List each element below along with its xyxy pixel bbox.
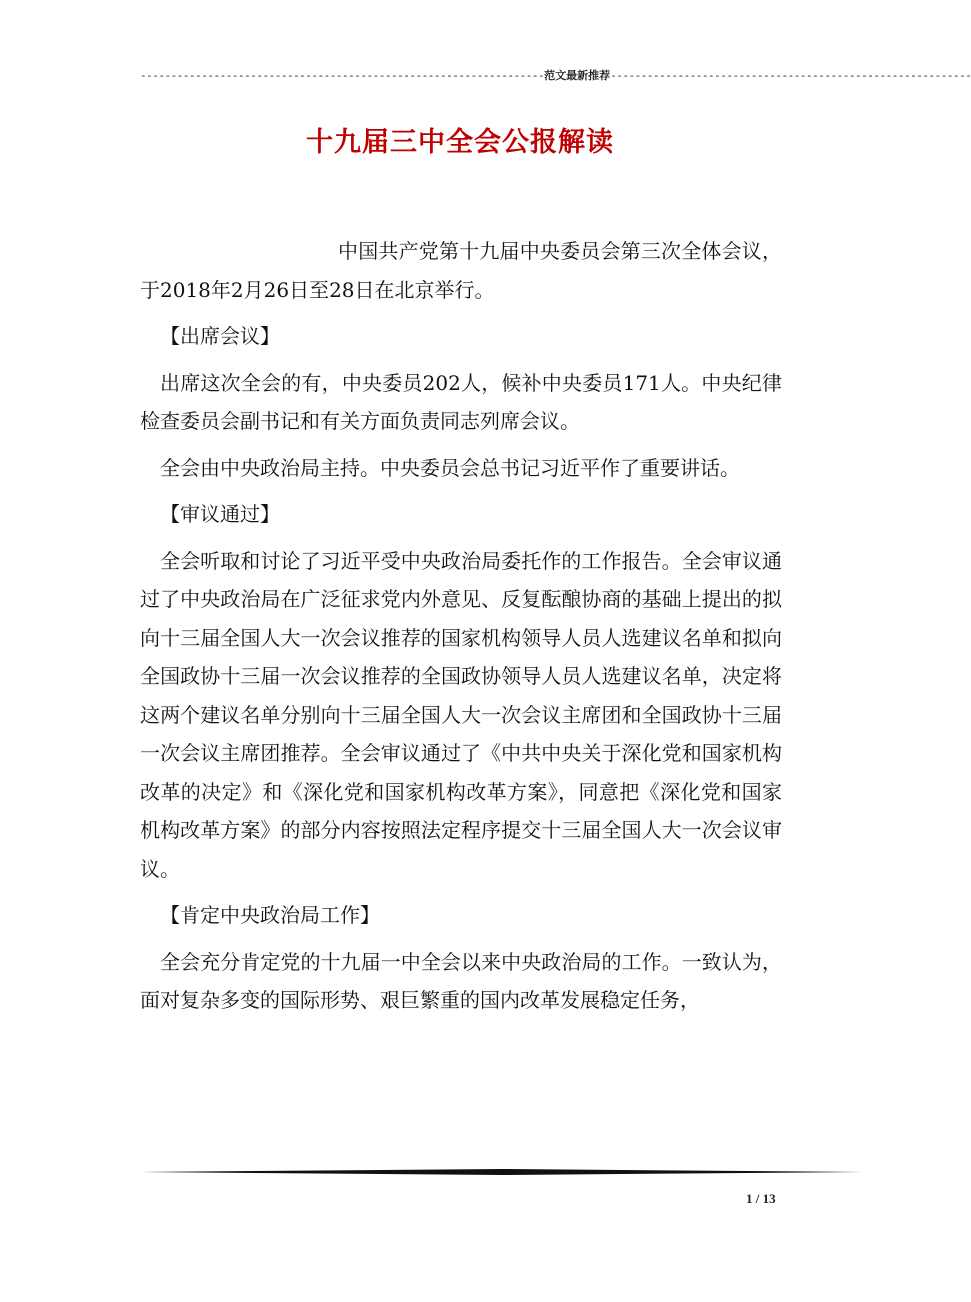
paragraph-approval: 全会听取和讨论了习近平受中央政治局委托作的工作报告。全会审议通过了中央政治局在广泛征求党内外意见、反复酝酿协商的基础上提出的拟向十三届全国人大一次会议推荐的国家机构领导人员人选建议名单和拟向全国政协十三届一次会议推荐的全国政协领导人员人选建议名单，决定将这两个建议名单分别向十三届全国人大一次会议主席团和全国政协十三届一次会议主席团推荐。全会审议通过了《中共中央关于深化党和国家机构改革的决定》和《深化党和国家机构改革方案》，同意把《深化党和国家机构改革方案》的部分内容按照法定程序提交十三届全国人大一次会议审议。: [140, 548, 782, 881]
section-heading-attendance: 【出席会议】: [160, 324, 280, 348]
header-right-dashes: -----------------------------------------------------------: [610, 69, 971, 82]
intro-paragraph: 中国共产党第十九届中央委员会第三次全体会议，于2018年2月26日至28日在北京举行。: [140, 239, 782, 302]
paragraph-attendance: 出席这次全会的有，中央委员202人，候补中央委员171人。中央纪律检查委员会副书记和有关方面负责同志列席会议。: [140, 370, 782, 433]
paragraph-affirmation: 全会充分肯定党的十九届一中全会以来中央政治局的工作。一致认为，面对复杂多变的国际形势、艰巨繁重的国内改革发展稳定任务，: [140, 949, 782, 1012]
paragraph-chair: 全会由中央政治局主持。中央委员会总书记习近平作了重要讲话。: [160, 455, 740, 480]
footer-rule: [140, 1169, 864, 1175]
header-banner: [140, 68, 971, 84]
header-left-dashes: ------------------------------------------------------------------: [140, 69, 545, 82]
document-title: 十九届三中全会公报解读: [306, 127, 614, 158]
section-heading-affirmation: 【肯定中央政治局工作】: [160, 903, 380, 927]
page-number: 1 / 13: [746, 1191, 776, 1206]
document-body: [140, 232, 782, 1020]
section-heading-approval: 【审议通过】: [160, 502, 280, 526]
header-label: 范文最新推荐: [544, 69, 611, 82]
